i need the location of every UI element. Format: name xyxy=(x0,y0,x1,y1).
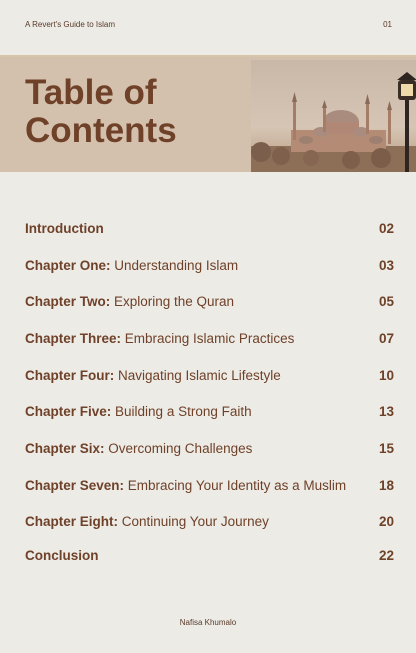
toc-subtitle: Continuing Your Journey xyxy=(118,514,269,529)
toc-subtitle: Understanding Islam xyxy=(110,258,239,273)
toc-entry[interactable] xyxy=(25,402,394,422)
toc-page-number: 15 xyxy=(378,441,394,456)
mosque-photo xyxy=(251,60,416,172)
toc-entry[interactable] xyxy=(25,546,394,566)
toc-chapter: Chapter Five: xyxy=(25,404,112,419)
toc-page-number: 02 xyxy=(378,221,394,236)
toc-chapter: Chapter Two: xyxy=(25,294,111,309)
toc-page-number: 07 xyxy=(378,331,394,346)
book-title: A Revert's Guide to Islam xyxy=(25,20,116,29)
title-band xyxy=(0,57,416,172)
toc-page-number: 10 xyxy=(378,368,394,383)
toc-entry[interactable] xyxy=(25,256,394,276)
toc-chapter: Chapter One: xyxy=(25,258,111,273)
mosque-image-icon xyxy=(251,60,416,172)
toc-chapter: Conclusion xyxy=(25,548,99,563)
toc-page-number: 05 xyxy=(378,294,394,309)
toc-chapter: Chapter Eight: xyxy=(25,514,118,529)
toc-page-number: 03 xyxy=(378,258,394,273)
toc-subtitle: Overcoming Challenges xyxy=(104,441,253,456)
toc-chapter: Chapter Six: xyxy=(25,441,105,456)
running-header xyxy=(25,20,392,32)
toc-subtitle: Embracing Your Identity as a Muslim xyxy=(124,478,347,493)
toc-entry[interactable] xyxy=(25,439,394,459)
toc-page-number: 13 xyxy=(378,404,394,419)
toc-page-number: 20 xyxy=(378,514,394,529)
toc-entry[interactable] xyxy=(25,366,394,386)
toc-page-number: 22 xyxy=(378,548,394,563)
toc-subtitle: Building a Strong Faith xyxy=(111,404,252,419)
toc-entry[interactable] xyxy=(25,219,394,239)
toc-entry[interactable] xyxy=(25,476,394,496)
toc-chapter: Chapter Four: xyxy=(25,368,115,383)
toc-chapter: Chapter Three: xyxy=(25,331,122,346)
toc-entry[interactable] xyxy=(25,512,394,532)
author-name: Nafisa Khumalo xyxy=(179,618,237,627)
toc-subtitle: Navigating Islamic Lifestyle xyxy=(114,368,281,383)
toc-chapter: Introduction xyxy=(25,221,104,236)
toc-chapter: Chapter Seven: xyxy=(25,478,125,493)
toc-entry[interactable] xyxy=(25,292,394,312)
page-number: 01 xyxy=(383,20,392,29)
toc-page-number: 18 xyxy=(378,478,394,493)
toc-subtitle: Exploring the Quran xyxy=(110,294,235,309)
toc-subtitle: Embracing Islamic Practices xyxy=(121,331,295,346)
toc-entry[interactable] xyxy=(25,329,394,349)
page-title-line-2: Contents xyxy=(25,111,177,150)
page-title xyxy=(25,74,177,150)
page-title-line-1: Table of xyxy=(25,73,157,112)
